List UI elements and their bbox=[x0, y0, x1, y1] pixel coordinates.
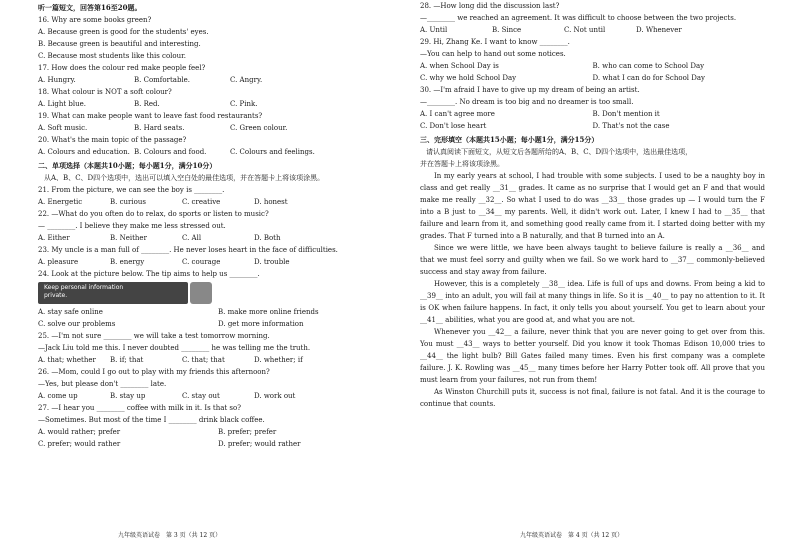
options-row bbox=[420, 24, 765, 36]
option: D. Whenever bbox=[636, 26, 682, 34]
multiple-choice-questions-2 bbox=[420, 0, 765, 132]
multiple-choice-questions bbox=[38, 184, 398, 450]
option: B. make more online friends bbox=[218, 308, 319, 316]
cloze-paragraph: However, this is a completely __38__ idea. Life is full of ups and downs. From being a kid to __39__ into an adult, you will fail at many things in life. So it is __40__ to pay no attention to it. It is OK when failure happens. In fact, it only tells you about yourself. You get to learn about your __41__ abilities, what you are good at, and what you are not. bbox=[420, 280, 765, 324]
option: C. creative bbox=[182, 198, 221, 206]
option: C. Don't lose heart bbox=[420, 122, 487, 130]
option: B. Comfortable. bbox=[134, 76, 191, 84]
page-footer-right: 九年级英语试卷 第 4 页（共 12 页） bbox=[520, 532, 624, 539]
options-row bbox=[420, 72, 765, 84]
option: D. trouble bbox=[254, 258, 290, 266]
question-text: 28. —How long did the discussion last? bbox=[420, 2, 560, 10]
option: A. Energetic bbox=[38, 198, 83, 206]
question-text-2: —________ we reached an agreement. It was difficult to choose between the two projects. bbox=[420, 14, 737, 22]
question-text: 21. From the picture, we can see the boy is ________. bbox=[38, 186, 225, 194]
section3-instructions-2: 并在答题卡上将该项涂黑。 bbox=[420, 160, 504, 168]
option: C. Green colour. bbox=[230, 124, 288, 132]
option: C. courage bbox=[182, 258, 221, 266]
option: B. stay up bbox=[110, 392, 146, 400]
option: A. Because green is good for the students' eyes. bbox=[38, 28, 209, 36]
cloze-paragraph: As Winston Churchill puts it, success is not final, failure is not fatal. And it is the courage to continue that counts. bbox=[420, 388, 765, 408]
option: B. Neither bbox=[110, 234, 147, 242]
question-text: 27. —I hear you ________ coffee with milk in it. Is that so? bbox=[38, 404, 241, 412]
question-text: 26. —Mom, could I go out to play with my friends this afternoon? bbox=[38, 368, 270, 376]
option: D. Both bbox=[254, 234, 281, 242]
options-row bbox=[38, 232, 398, 244]
question-text: 17. How does the colour red make people feel? bbox=[38, 64, 206, 72]
option: A. I can't agree more bbox=[420, 110, 495, 118]
options-row bbox=[38, 426, 398, 438]
option: B. Hard seats. bbox=[134, 124, 185, 132]
option: C. Not until bbox=[564, 26, 606, 34]
option: B. Don't mention it bbox=[592, 110, 660, 118]
option: C. Angry. bbox=[230, 76, 263, 84]
options-row bbox=[38, 318, 398, 330]
lock-picture-icon bbox=[190, 282, 212, 304]
options-row bbox=[38, 306, 398, 318]
question-text: 23. My uncle is a man full of ________. He never loses heart in the face of difficulties. bbox=[38, 246, 338, 254]
option: B. prefer; prefer bbox=[218, 428, 277, 436]
option: B. curious bbox=[110, 198, 146, 206]
question-text: 16. Why are some books green? bbox=[38, 16, 152, 24]
option: D. whether; if bbox=[254, 356, 303, 364]
cloze-paragraph: In my early years at school, I had trouble with some subjects. I used to be a naughty boy in class and get really __31__ grades. It came as no surprise that I would get an F and that would make me really __32__. So what I used to do was __33__ those grades up — I would turn the F into a B just to __34__ my parents. Well, it didn't work out. Later, I knew I had to __35__ that failure and learn from it, and something good really came from it. I started doing better with my grades. That F turned into a B naturally, and that B turned into an A. bbox=[420, 172, 765, 240]
option: B. Since bbox=[492, 26, 522, 34]
banner-line-2: private. bbox=[44, 292, 68, 299]
option: A. come up bbox=[38, 392, 78, 400]
options-row bbox=[38, 122, 398, 134]
option: C. stay out bbox=[182, 392, 220, 400]
cloze-paragraph: Since we were little, we have been always taught to believe failure is really a __36__ and that we must feel sorry and guilty when we fail. So we work hard to __37__ commonly-believed success and stay away from failure. bbox=[420, 244, 765, 276]
question-text: 24. Look at the picture below. The tip aims to help us ________. bbox=[38, 270, 260, 278]
options-row bbox=[420, 60, 765, 72]
question-text-2: —________. No dream is too big and no dreamer is too small. bbox=[420, 98, 634, 106]
options-row bbox=[38, 74, 398, 86]
option: B. Red. bbox=[134, 100, 160, 108]
option: C. that; that bbox=[182, 356, 225, 364]
cloze-passage bbox=[420, 170, 765, 410]
option: B. Colours and food. bbox=[134, 148, 207, 156]
question-text: 25. —I'm not sure ________ we will take a test tomorrow morning. bbox=[38, 332, 270, 340]
option: D. That's not the case bbox=[592, 122, 670, 130]
right-page bbox=[420, 0, 765, 550]
option: C. solve our problems bbox=[38, 320, 116, 328]
section3-header: 三、完形填空（本题共15小题；每小题1分，满分15分） bbox=[420, 135, 599, 144]
option: A. that; whether bbox=[38, 356, 96, 364]
options-row bbox=[38, 196, 398, 208]
options-row bbox=[38, 390, 398, 402]
options-row bbox=[38, 438, 398, 450]
option: A. Colours and education. bbox=[38, 148, 130, 156]
section3-instructions-1: 请认真阅读下面短文，从短文后各题所给的A、B、C、D四个选项中，选出最佳选项， bbox=[426, 148, 693, 156]
option: A. stay safe online bbox=[38, 308, 103, 316]
option: D. work out bbox=[254, 392, 296, 400]
option: C. Because most students like this colour. bbox=[38, 52, 186, 60]
option: B. energy bbox=[110, 258, 145, 266]
option: A. would rather; prefer bbox=[38, 428, 121, 436]
option: A. Light blue. bbox=[38, 100, 87, 108]
left-page bbox=[38, 0, 398, 550]
tip-banner-box bbox=[38, 282, 188, 304]
option: D. get more information bbox=[218, 320, 304, 328]
question-text-2: —Jack Liu told me this. I never doubted ________ he was telling me the truth. bbox=[38, 344, 311, 352]
question-text: 19. What can make people want to leave fast food restaurants? bbox=[38, 112, 263, 120]
option: A. when School Day is bbox=[420, 62, 499, 70]
option: D. what I can do for School Day bbox=[592, 74, 705, 82]
question-text: 18. What colour is NOT a soft colour? bbox=[38, 88, 172, 96]
options-row bbox=[420, 120, 765, 132]
options-row bbox=[38, 354, 398, 366]
question-text-2: — ________. I believe they make me less stressed out. bbox=[38, 222, 226, 230]
options-row bbox=[38, 98, 398, 110]
section2-instructions: 从A、B、C、D四个选项中，选出可以填入空白处的最佳选项，并在答题卡上将该项涂黑。 bbox=[44, 174, 325, 182]
option: D. prefer; would rather bbox=[218, 440, 301, 448]
option: C. Pink. bbox=[230, 100, 258, 108]
section2-header: 二、单项选择（本题共10小题；每小题1分，满分10分） bbox=[38, 161, 217, 170]
option: B. Because green is beautiful and interesting. bbox=[38, 40, 201, 48]
question-text: 29. Hi, Zhang Ke. I want to know ________. bbox=[420, 38, 570, 46]
options-row bbox=[38, 146, 398, 158]
option: A. Either bbox=[38, 234, 70, 242]
option: A. Soft music. bbox=[38, 124, 88, 132]
option: C. Colours and feelings. bbox=[230, 148, 315, 156]
listening-header: 听一篇短文，回答第16至20题。 bbox=[38, 3, 142, 12]
listening-questions bbox=[38, 14, 398, 158]
question-text: 30. —I'm afraid I have to give up my dream of being an artist. bbox=[420, 86, 640, 94]
option: C. why we hold School Day bbox=[420, 74, 517, 82]
question-text-2: —Yes, but please don't ________ late. bbox=[38, 380, 167, 388]
option: D. honest bbox=[254, 198, 288, 206]
option: A. Until bbox=[420, 26, 448, 34]
option: B. who can come to School Day bbox=[592, 62, 705, 70]
question-text-2: —Sometimes. But most of the time I ________ drink black coffee. bbox=[38, 416, 265, 424]
banner-line-1: Keep personal information bbox=[44, 284, 124, 291]
option: C. prefer; would rather bbox=[38, 440, 121, 448]
page-footer-left: 九年级英语试卷 第 3 页（共 12 页） bbox=[118, 532, 222, 539]
options-row bbox=[420, 108, 765, 120]
option: A. Hungry. bbox=[38, 76, 76, 84]
question-text: 20. What's the main topic of the passage? bbox=[38, 136, 187, 144]
option: C. All bbox=[182, 234, 202, 242]
tip-banner bbox=[38, 282, 398, 304]
option: A. pleasure bbox=[38, 258, 79, 266]
option: B. if; that bbox=[110, 356, 144, 364]
cloze-paragraph: Whenever you __42__ a failure, never think that you are never going to get over from this. You must __43__ ways to better yourself. Did you know it took Thomas Edison 10,000 tries to __44__ the light bulb? Bill Gates failed many times. Even his first company was a complete failure. J. K. Rowling was __45__ many times before her Harry Potter took off. All prove that you must learn from your failures, not run from them! bbox=[420, 328, 765, 384]
options-row bbox=[38, 256, 398, 268]
question-text: 22. —What do you often do to relax, do sports or listen to music? bbox=[38, 210, 269, 218]
question-text-2: —You can help to hand out some notices. bbox=[420, 50, 566, 58]
